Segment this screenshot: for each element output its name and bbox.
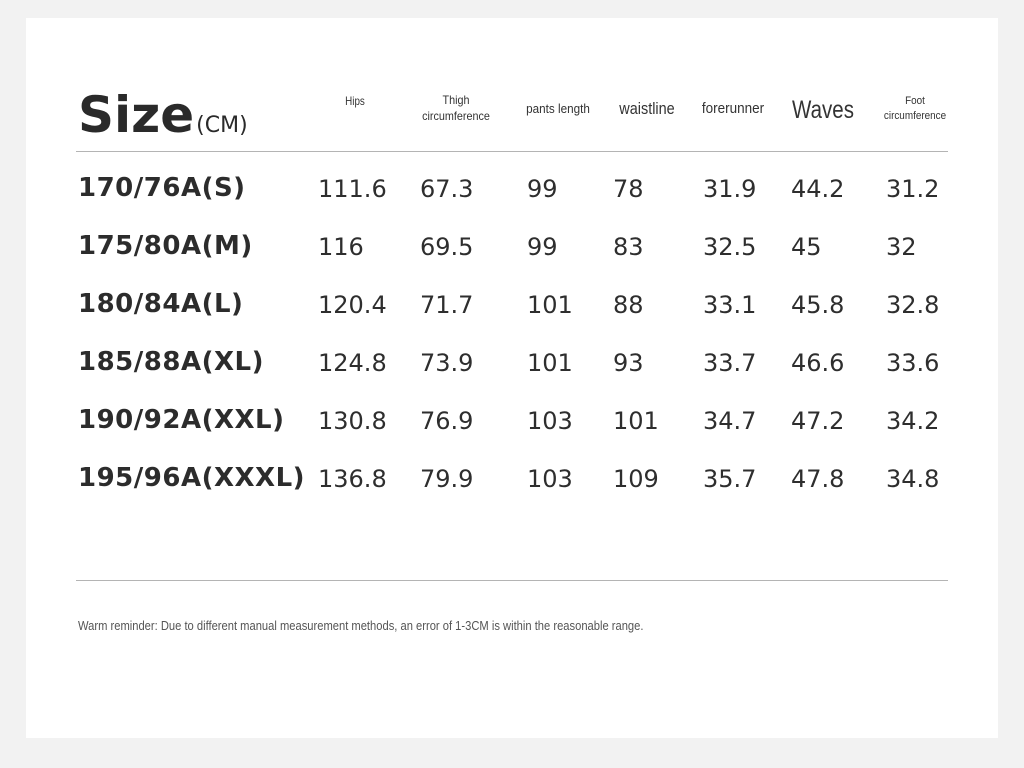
table-row [26,289,998,329]
table-cell: 47.2 [791,407,845,435]
table-cell: 33.1 [703,291,757,319]
size-label: 190/92A(XXL) [78,405,285,435]
footer-divider [76,580,948,581]
table-cell: 78 [613,175,644,203]
size-label: 185/88A(XL) [78,347,264,377]
column-header-pants-length: pants length [526,101,590,116]
column-header-waves: Waves [792,96,854,124]
column-header-waistline: waistline [619,99,675,118]
table-cell: 46.6 [791,349,845,377]
table-row [26,405,998,445]
table-cell: 31.2 [886,175,940,203]
table-cell: 79.9 [420,465,474,493]
table-cell: 76.9 [420,407,474,435]
warm-reminder-note: Warm reminder: Due to different manual measurement methods, an error of 1-3CM is within the reasonable range. [78,618,644,633]
size-chart-card [26,18,998,738]
table-cell: 83 [613,233,644,261]
title-unit: (CM) [196,113,248,138]
table-cell: 32.8 [886,291,940,319]
table-cell: 32.5 [703,233,757,261]
title-main: Size [78,86,195,144]
table-cell: 136.8 [318,465,387,493]
table-cell: 111.6 [318,175,387,203]
column-header-hips: Hips [345,94,365,108]
table-cell: 99 [527,175,558,203]
table-cell: 67.3 [420,175,474,203]
table-cell: 73.9 [420,349,474,377]
table-cell: 33.7 [703,349,757,377]
table-cell: 33.6 [886,349,940,377]
table-cell: 109 [613,465,659,493]
table-cell: 34.2 [886,407,940,435]
table-cell: 47.8 [791,465,845,493]
table-cell: 34.8 [886,465,940,493]
table-row [26,347,998,387]
table-cell: 101 [527,291,573,319]
table-cell: 45 [791,233,822,261]
table-cell: 69.5 [420,233,474,261]
column-header-forerunner: forerunner [701,100,765,117]
column-header-foot-circumference: Foot circumference [883,95,947,122]
table-cell: 71.7 [420,291,474,319]
table-row [26,463,998,503]
table-cell: 116 [318,233,364,261]
table-cell: 35.7 [703,465,757,493]
table-cell: 101 [527,349,573,377]
size-label: 195/96A(XXXL) [78,463,306,493]
size-label: 175/80A(M) [78,231,253,261]
table-cell: 130.8 [318,407,387,435]
size-label: 180/84A(L) [78,289,244,319]
table-cell: 101 [613,407,659,435]
table-cell: 88 [613,291,644,319]
table-cell: 44.2 [791,175,845,203]
table-cell: 120.4 [318,291,387,319]
table-cell: 32 [886,233,917,261]
size-label: 170/76A(S) [78,173,246,203]
table-cell: 34.7 [703,407,757,435]
header-divider [76,151,948,152]
table-cell: 124.8 [318,349,387,377]
table-cell: 103 [527,465,573,493]
table-cell: 99 [527,233,558,261]
table-cell: 103 [527,407,573,435]
table-cell: 31.9 [703,175,757,203]
table-cell: 93 [613,349,644,377]
size-chart-title [78,86,248,144]
table-row [26,231,998,271]
table-row [26,173,998,213]
column-header-thigh-circumference: Thigh circumference [422,93,490,124]
table-cell: 45.8 [791,291,845,319]
